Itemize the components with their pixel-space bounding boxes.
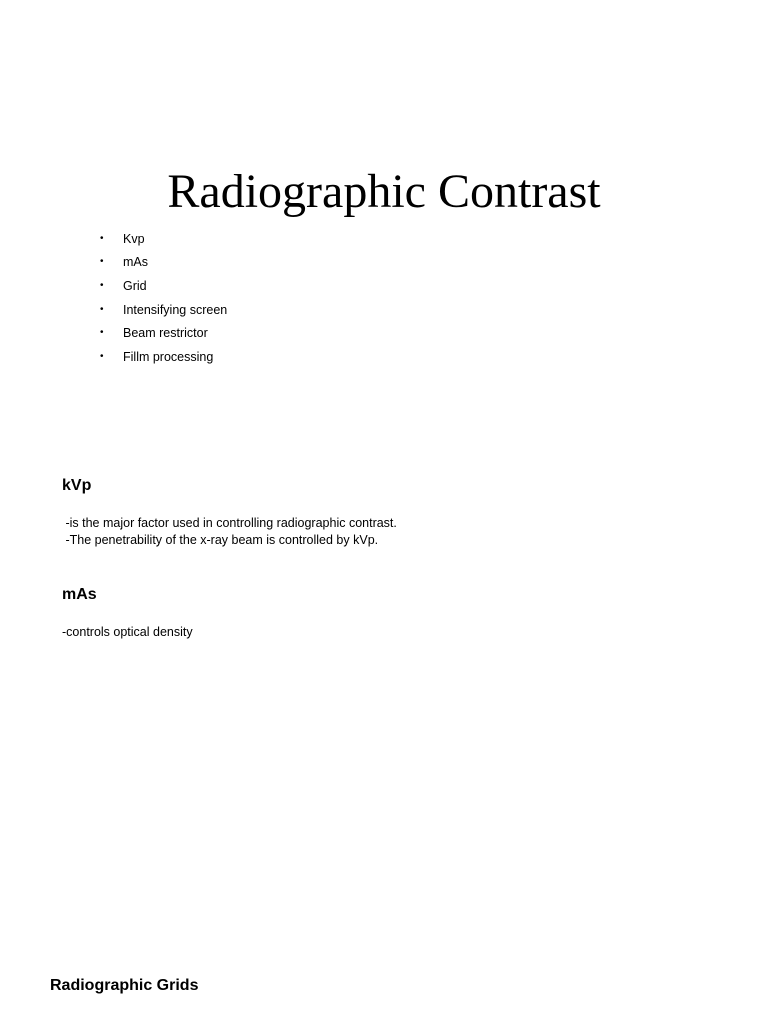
- body-line: -is the major factor used in controlling radiographic contrast.: [62, 516, 397, 530]
- list-item-label: Fillm processing: [123, 349, 214, 364]
- bullet-icon: •: [100, 303, 104, 315]
- section-body-mas: [62, 624, 193, 641]
- list-item: [100, 298, 227, 322]
- list-item: [100, 345, 227, 369]
- list-item-label: Grid: [123, 278, 147, 293]
- list-item-label: Intensifying screen: [123, 302, 228, 317]
- list-item: [100, 321, 227, 345]
- section-body-kvp: [62, 515, 397, 549]
- bullet-icon: •: [100, 256, 104, 268]
- section-heading-mas: mAs: [62, 586, 97, 603]
- list-item: [100, 274, 227, 298]
- list-item-label: Beam restrictor: [123, 326, 208, 341]
- list-item-label: Kvp: [123, 231, 145, 246]
- contrast-factors-list: [100, 227, 227, 369]
- section-heading-kvp: kVp: [62, 477, 92, 494]
- list-item-label: mAs: [123, 255, 148, 270]
- body-line: -controls optical density: [62, 625, 193, 639]
- body-line: -The penetrability of the x-ray beam is controlled by kVp.: [62, 533, 379, 547]
- bullet-icon: •: [100, 232, 104, 244]
- list-item: [100, 227, 227, 251]
- bullet-icon: •: [100, 327, 104, 339]
- bullet-icon: •: [100, 350, 104, 362]
- bullet-icon: •: [100, 279, 104, 291]
- list-item: [100, 251, 227, 275]
- page-title: Radiographic Contrast: [167, 165, 601, 218]
- section-heading-grids: Radiographic Grids: [50, 977, 199, 994]
